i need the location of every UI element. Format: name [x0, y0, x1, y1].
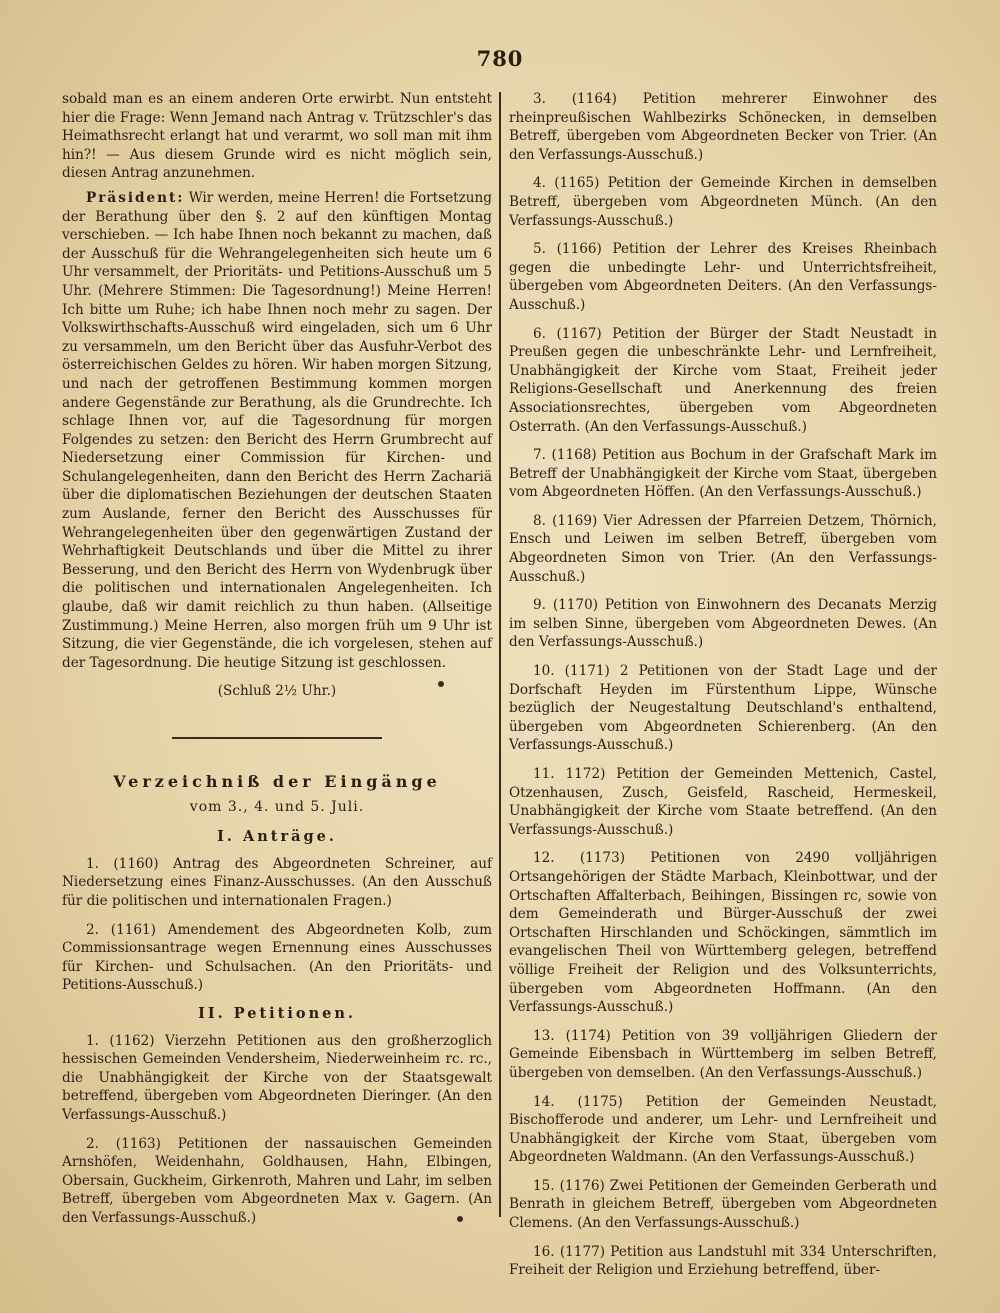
section-divider: [172, 737, 382, 739]
list-item: 8. (1169) Vier Adressen der Pfarreien Detzem, Thörnich, Ensch und Leiwen im selben Betreff, übergeben vom Abgeordneten Simon von Trier. (An den Verfassungs-Ausschuß.): [509, 512, 937, 585]
ink-speck: [438, 681, 444, 687]
ink-speck: [457, 1216, 463, 1222]
list-item: 16. (1177) Petition aus Landstuhl mit 334 Unterschriften, Freiheit der Religion und Erziehung betreffend, über-: [509, 1243, 937, 1279]
list-item: 7. (1168) Petition aus Bochum in der Grafschaft Mark im Betreff der Unabhängigkeit der Kirche vom Staat, übergeben vom Abgeordneten Höffen. (An den Verfassungs-Ausschuß.): [509, 447, 937, 501]
list-item: 3. (1164) Petition mehrerer Einwohner des rheinpreußischen Wahlbezirks Schönecken, in demselben Betreff, übergeben vom Abgeordneten Becker von Trier. (An den Verfassungs-Ausschuß.): [509, 91, 937, 163]
list-item: 2. (1163) Petitionen der nassauischen Gemeinden Arnshöfen, Weidenhahn, Goldhausen, Hahn, Elbingen, Obersain, Guckheim, Girkenroth, Mahren und Lahr, im selben Betreff, übergeben vom Abgeordneten Max v. Gagern. (An den Verfassungs-Ausschuß.): [62, 1135, 492, 1226]
closing-note: (Schluß 2½ Uhr.): [217, 683, 337, 700]
list-item: 1. (1162) Vierzehn Petitionen aus den großherzoglich hessischen Gemeinden Vendersheim, Niederweinheim rc. rc., die Unabhängigkeit der Kirche von der Staatsgewalt betreffend, übergeben vom Abgeordneten Dieringer. (An den Verfassungs-Ausschuß.): [62, 1032, 492, 1123]
list-item: 15. (1176) Zwei Petitionen der Gemeinden Gerberath und Benrath in gleichem Betreff, übergeben vom Abgeordneten Clemens. (An den Verfassungs-Ausschuß.): [509, 1177, 937, 1232]
list-item: 10. (1171) 2 Petitionen von der Stadt Lage und der Dorfschaft Heyden im Fürstenthum Lippe, Wünsche bezüglich der Neugestaltung Deutschland's enthaltend, übergeben vom Abgeordneten Schierenberg. (An den Verfassungs-Ausschuß.): [509, 663, 937, 754]
list-item: 13. (1174) Petition von 39 volljährigen Gliedern der Gemeinde Eibensbach in Württemberg im selben Betreff, übergeben von demselben. (An den Verfassungs-Ausschuß.): [509, 1027, 937, 1081]
list-item: 5. (1166) Petition der Lehrer des Kreises Rheinbach gegen die unbedingte Lehr- und Unterrichtsfreiheit, übergeben vom Abgeordneten Deiters. (An den Verfassungs-Ausschuß.): [509, 241, 937, 313]
list-item: 4. (1165) Petition der Gemeinde Kirchen in demselben Betreff, übergeben vom Abgeordneten Münch. (An den Verfassungs-Ausschuß.): [509, 175, 937, 229]
list-item: 11. 1172) Petition der Gemeinden Mettenich, Castel, Otzenhausen, Zusch, Geisfeld, Rascheid, Hermeskeil, Unabhängigkeit der Kirche vom Staate betreffend. (An den Verfassungs-Ausschuß.): [509, 766, 937, 838]
speaker-label: Präsident:: [86, 189, 185, 206]
list-item: 9. (1170) Petition von Einwohnern des Decanats Merzig im selben Sinne, übergeben vom Abgeordneten Dewes. (An den Verfassungs-Ausschuß.): [509, 597, 937, 651]
speech-text: Wir werden, meine Herren! die Fortsetzung der Berathung über den §. 2 auf den künftigen Montag verschieben. — Ich habe Ihnen noch bekannt zu machen, daß der Ausschuß für die Wehrangelegenheiten sich heute um 6 Uhr versammelt, der Prioritäts- und Petitions-Ausschuß um 5 Uhr. (Mehrere Stimmen: Die Tagesordnung!) Meine Herren! Ich bitte um Ruhe; ich habe Ihnen noch mehr zu sagen. Der Volkswirthschafts-Ausschuß wird eingeladen, sich um 6 Uhr zu versammeln, um den Bericht über das Ausfuhr-Verbot des österreichischen Geldes zu hören. Wir haben morgen Sitzung, und nach der getroffenen Bestimmung kommen morgen andere Gegenstände zur Berathung, als die Grundrechte. Ich schlage Ihnen vor, auf die Tagesordnung für morgen Folgendes zu setzen: den Bericht des Herrn Grumbrecht auf Niedersetzung einer Commission für Kirchen- und Schulangelegenheiten, dann den Bericht des Herrn Zachariä über die diplomatischen Beziehungen der deutschen Staaten zum Auslande, ferner den Bericht des Ausschusses für Wehrangelegenheiten über den gegenwärtigen Zustand der Wehrhaftigkeit Deutschlands und über die Mittel zu ihrer Besserung, und den Bericht des Herrn von Wydenbrugk über die politischen und internationalen Angelegenheiten. Ich glaube, daß wir damit reichlich zu thun haben. (Allseitige Zustimmung.) Meine Herren, also morgen früh um 9 Uhr ist Sitzung, die vier Gegenstände, die ich vorgelesen, stehen auf der Tagesordnung. Die heutige Sitzung ist geschlossen.: [62, 189, 492, 671]
intro-paragraph: sobald man es an einem anderen Orte erwirbt. Nun entsteht hier die Frage: Wenn Jemand nach Antrag v. Trützschler's das Heimathsrecht erlangt hat und verarmt, wo soll man mit ihm hin?! — Aus diesem Grunde wird es nicht möglich sein, diesen Antrag anzunehmen.: [62, 91, 492, 182]
list-item: 12. (1173) Petitionen von 2490 volljährigen Ortsangehörigen der Städte Marbach, Kleinbottwar, und der Ortschaften Affalterbach, Beihingen, Bissingen rc, sowie von dem Gemeinderath und Bürger-Ausschuß der zwei Ortschaften Hirschlanden und Schöckingen, sämmtlich im evangelischen Theil von Württemberg gelegen, betreffend völlige Freiheit der Religion und des Volksunterrichts, übergeben vom Abgeordneten Hoffmann. (An den Verfassungs-Ausschuß.): [509, 850, 937, 1016]
section-heading-petitionen: II. Petitionen.: [198, 1004, 356, 1022]
column-divider: [499, 92, 501, 1217]
heading-main: Verzeichniß der Eingänge: [113, 772, 441, 791]
list-item: 14. (1175) Petition der Gemeinden Neustadt, Bischofferode und anderer, um Lehr- und Lernfreiheit und Unabhängigkeit der Kirche vom Staat, übergeben vom Abgeordneten Waldmann. (An den Verfassungs-Ausschuß.): [509, 1093, 937, 1166]
president-speech: [62, 189, 492, 672]
page-number: 780: [476, 46, 524, 71]
section-heading-antraege: I. Anträge.: [217, 828, 337, 846]
list-item: 6. (1167) Petition der Bürger der Stadt Neustadt in Preußen gegen die unbeschränkte Lehr- und Lernfreiheit, Unabhängigkeit der Kirche vom Staat, Freiheit jeder Religions-Gesellschaft und Anerkennung des freien Associationsrechtes, übergeben vom Abgeordneten Osterrath. (An den Verfassungs-Ausschuß.): [509, 325, 937, 435]
left-column: [62, 90, 492, 1237]
heading-sub: vom 3., 4. und 5. Juli.: [189, 798, 365, 815]
list-item: 2. (1161) Amendement des Abgeordneten Kolb, zum Commissionsantrage wegen Ernennung eines Ausschusses für Kirchen- und Schulsachen. (An den Prioritäts- und Petitions-Ausschuß.): [62, 921, 492, 994]
list-item: 1. (1160) Antrag des Abgeordneten Schreiner, auf Niedersetzung eines Finanz-Ausschusses. (An den Ausschuß für die politischen und internationalen Fragen.): [62, 855, 492, 909]
right-column: [509, 90, 937, 1290]
